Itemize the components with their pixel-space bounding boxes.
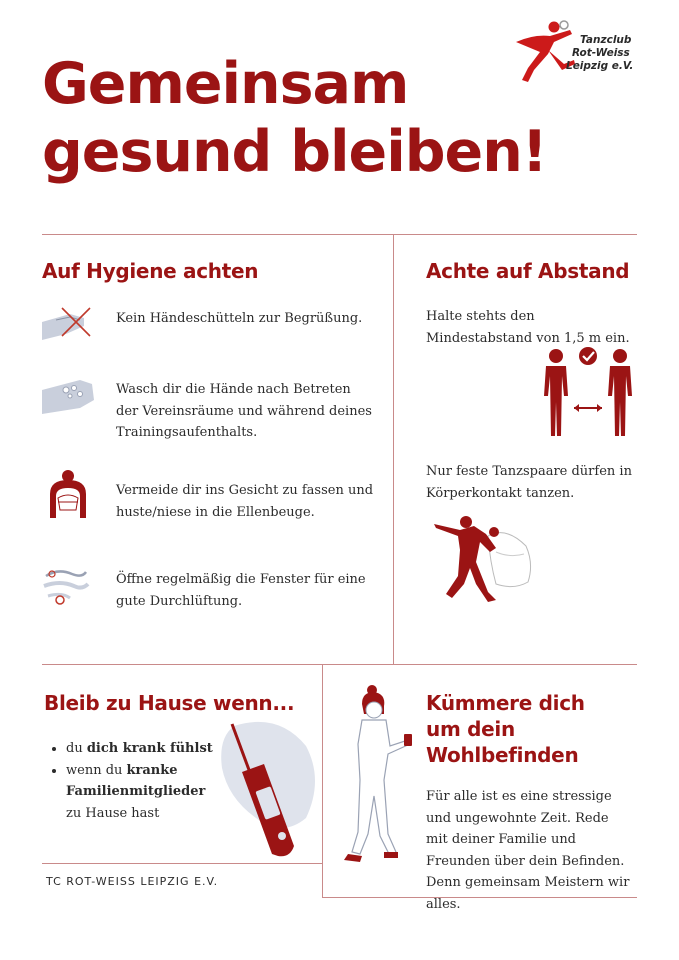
distance-text-1: Halte stehts den Mindestabstand von 1,5 m ein. (426, 309, 630, 346)
hygiene-item-2: Wasch dir die Hände nach Betreten der Vereinsräume und während deines Trainingsaufenthalts. (116, 382, 372, 440)
home-bullet-1: • du dich krank fühlst (66, 738, 214, 760)
divider-footer (42, 863, 322, 864)
divider-vertical-bottom (322, 664, 323, 898)
dancing-couple-icon (430, 512, 536, 608)
window-air-icon (42, 566, 90, 608)
home-bullet-2: • wenn du kranke Familienmitglieder zu Hause hast (66, 760, 214, 825)
footer-org: TC ROT-WEISS LEIPZIG E.V. (46, 875, 219, 888)
wellbeing-heading-line-3: Wohlbefinden (426, 743, 579, 767)
home-bullet-list (44, 738, 214, 824)
thermometer-icon (208, 718, 320, 860)
divider-top (42, 234, 637, 235)
woman-phone-icon (340, 684, 422, 866)
title-line-2: gesund bleiben! (42, 119, 547, 185)
distance-heading: Achte auf Abstand (426, 259, 630, 283)
logo-line-2: Rot-Weiss (572, 47, 630, 59)
wellbeing-heading-line-2: um dein (426, 717, 515, 741)
title-line-1: Gemeinsam (42, 51, 409, 117)
logo-line-1: Tanzclub (580, 34, 632, 46)
no-handshake-icon (40, 304, 98, 344)
wellbeing-heading (426, 690, 585, 768)
hygiene-item-4: Öffne regelmäßig die Fenster für eine gute Durchlüftung. (116, 572, 366, 609)
hygiene-item-1: Kein Händeschütteln zur Begrüßung. (116, 311, 363, 326)
wellbeing-heading-line-1: Kümmere dich (426, 691, 585, 715)
hygiene-heading: Auf Hygiene achten (42, 259, 259, 283)
home-heading: Bleib zu Hause wenn... (44, 691, 295, 715)
logo-line-3: Leipzig e.V. (566, 60, 634, 72)
wellbeing-text: Für alle ist es eine stressige und ungewohnte Zeit. Rede mit deiner Familie und Freunden über dein Befinden. Denn gemeinsam Meistern wir alles. (426, 789, 630, 912)
distance-text-2: Nur feste Tanzspaare dürfen in Körperkontakt tanzen. (426, 464, 632, 501)
divider-vertical-top (393, 234, 394, 664)
divider-middle (42, 664, 637, 665)
face-cough-icon (42, 468, 94, 520)
page-title (42, 50, 547, 186)
hygiene-item-3: Vermeide dir ins Gesicht zu fassen und huste/niese in die Ellenbeuge. (116, 483, 374, 520)
social-distance-icon (540, 346, 638, 438)
hand-washing-icon (40, 374, 100, 416)
